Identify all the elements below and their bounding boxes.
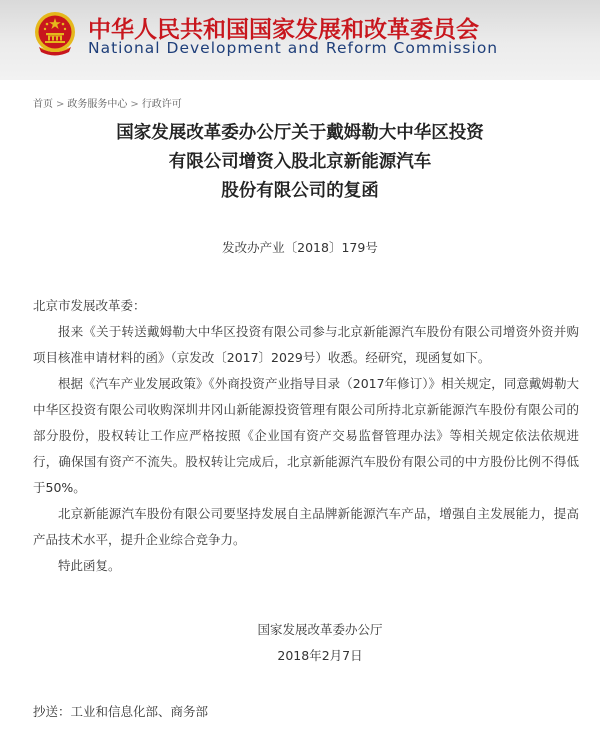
salutation: 北京市发展改革委：	[33, 298, 146, 313]
issue-date: 2018年2月7日	[277, 648, 363, 663]
breadcrumb-service-center[interactable]: 政务服务中心	[67, 99, 128, 110]
national-emblem-icon[interactable]	[33, 11, 77, 57]
title-line: 国家发展改革委办公厅关于戴姆勒大中华区投资	[116, 123, 484, 143]
signature-block	[0, 617, 600, 669]
body-paragraph: 报来《关于转送戴姆勒大中华区投资有限公司参与北京新能源汽车股份有限公司增资外资并购项目核准申请材料的函》（京发改〔2017〕2029号）收悉。经研究，现函复如下。	[33, 324, 579, 365]
org-name-cn[interactable]: 中华人民共和国国家发展和改革委员会	[88, 17, 479, 43]
body-paragraph: 根据《汽车产业发展政策》《外商投资产业指导目录（2017年修订）》相关规定，同意戴姆勒大中华区投资有限公司收购深圳井冈山新能源投资管理有限公司所持北京新能源汽车股份有限公司的部分股份，股权转让工作应严格按照《企业国有资产交易监督管理办法》等相关规定依法依规进行，确保国有资产不流失。股权转让完成后，北京新能源汽车股份有限公司的中方股份比例不得低于50%。	[33, 376, 579, 495]
breadcrumb-separator: >	[56, 99, 65, 110]
title-line: 股份有限公司的复函	[221, 181, 379, 201]
document-title	[0, 119, 600, 206]
breadcrumb-separator: >	[130, 99, 139, 110]
document-number: 发改办产业〔2018〕179号	[222, 240, 378, 255]
body-paragraph: 北京新能源汽车股份有限公司要坚持发展自主品牌新能源汽车产品，增强自主发展能力，提高产品技术水平，提升企业综合竞争力。	[33, 506, 579, 547]
breadcrumb-home[interactable]: 首页	[33, 99, 53, 110]
org-name-en[interactable]: National Development and Reform Commission	[88, 39, 499, 57]
document-body	[33, 293, 579, 579]
breadcrumb-administrative-license[interactable]: 行政许可	[141, 99, 182, 110]
breadcrumb	[33, 95, 182, 110]
signatory: 国家发展改革委办公厅	[257, 622, 383, 637]
closing-remark: 特此函复。	[58, 558, 121, 573]
title-line: 有限公司增资入股北京新能源汽车	[168, 152, 432, 172]
site-header	[0, 0, 600, 80]
carbon-copy: 抄送：工业和信息化部、商务部	[33, 704, 209, 719]
